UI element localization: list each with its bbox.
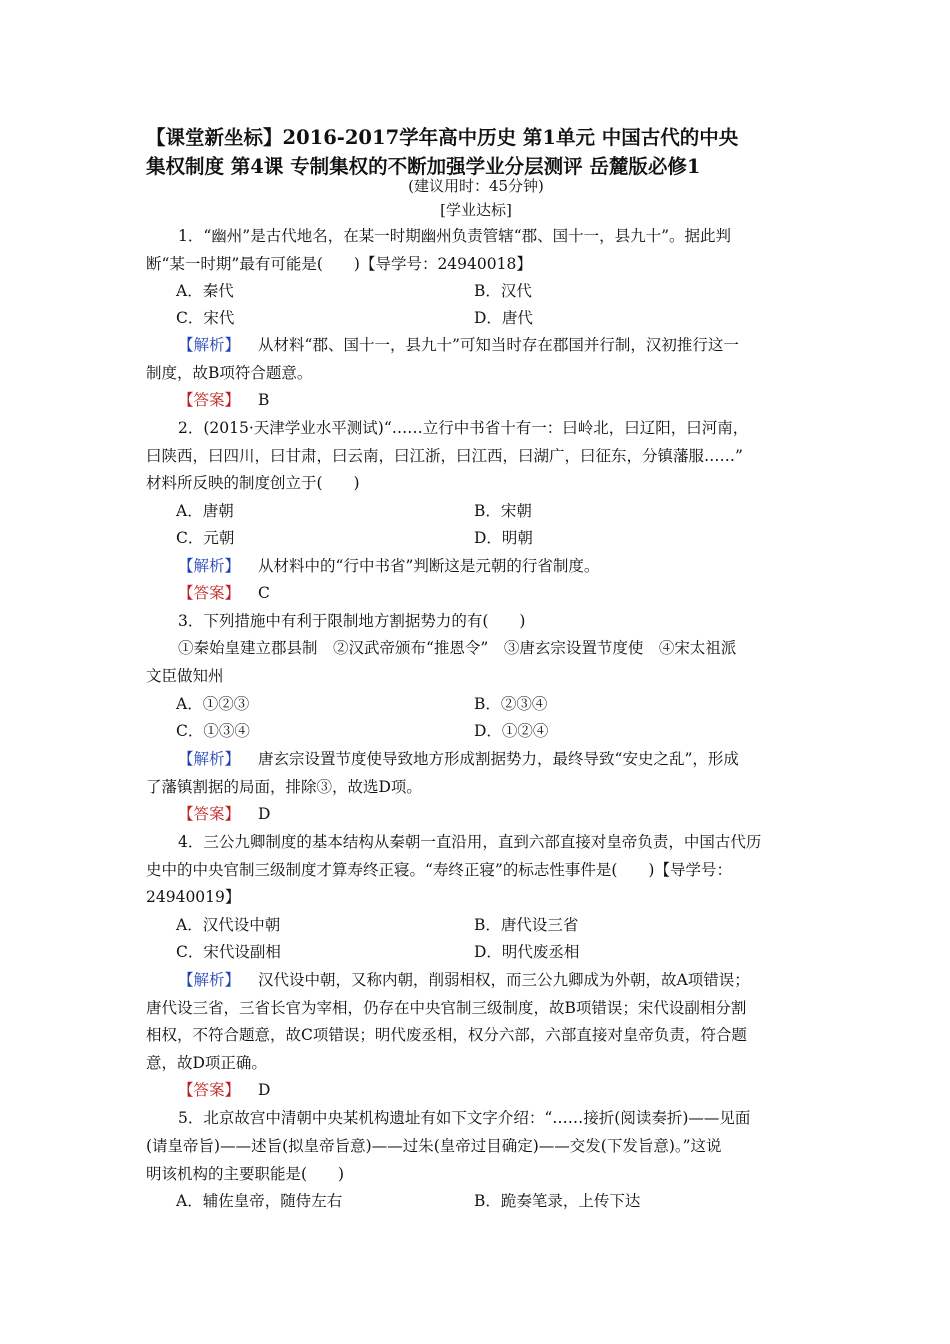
analysis-label: 【解析】 — [178, 336, 241, 354]
q4-analysis-line-1: 【解析】 汉代设中朝，又称内朝，削弱相权，而三公九卿成为外朝，故A项错误； — [178, 971, 750, 989]
q2-option-c: C．元朝 — [176, 529, 235, 547]
q3-analysis-line-2: 了藩镇割据的局面，排除③，故选D项。 — [146, 778, 422, 796]
q2-option-a: A．唐朝 — [176, 502, 234, 520]
q5-line-1: 5．北京故宫中清朝中央某机构遗址有如下文字介绍：“……接折(阅读奏折)——见面 — [178, 1109, 751, 1127]
analysis-label: 【解析】 — [178, 971, 241, 989]
q1-line-2: 断“某一时期”最有可能是( )【导学号：24940018】 — [146, 255, 532, 273]
q4-line-3: 24940019】 — [146, 888, 241, 906]
q1-line-1: 1．“幽州”是古代地名，在某一时期幽州负责管辖“郡、国十一，县九十”。据此判 — [178, 227, 732, 245]
q4-option-d: D．明代废丞相 — [474, 943, 580, 961]
answer-label: 【答案】 — [178, 391, 241, 409]
analysis-label: 【解析】 — [178, 557, 241, 575]
q4-analysis-line-3: 相权，不符合题意，故C项错误；明代废丞相，权分六部，六部直接对皇帝负责，符合题 — [146, 1026, 747, 1044]
q4-analysis-line-2: 唐代设三省，三省长官为宰相，仍存在中央官制三级制度，故B项错误；宋代设副相分割 — [146, 999, 747, 1017]
q3-option-a: A．①②③ — [176, 695, 250, 713]
q3-analysis-line-1: 【解析】 唐玄宗设置节度使导致地方形成割据势力，最终导致“安史之乱”，形成 — [178, 750, 739, 768]
q4-answer: 【答案】 D — [178, 1081, 271, 1099]
q3-line-2: ①秦始皇建立郡县制 ②汉武帝颁布“推恩令” ③唐玄宗设置节度使 ④宋太祖派 — [178, 639, 737, 657]
answer-label: 【答案】 — [178, 584, 241, 602]
q3-line-1: 3．下列措施中有利于限制地方割据势力的有( ) — [178, 612, 526, 630]
q5-line-3: 明该机构的主要职能是( ) — [146, 1165, 345, 1183]
q4-line-2: 史中的中央官制三级制度才算寿终正寝。“寿终正寝”的标志性事件是( )【导学号： — [146, 861, 732, 879]
document-title — [146, 123, 806, 181]
q3-line-3: 文臣做知州 — [146, 667, 224, 685]
q5-option-a: A．辅佐皇帝，随侍左右 — [176, 1192, 343, 1210]
title-line-2: 集权制度 第4课 专制集权的不断加强学业分层测评 岳麓版必修1 — [146, 155, 701, 178]
q3-option-d: D．①②④ — [474, 722, 549, 740]
q2-answer: 【答案】 C — [178, 584, 270, 602]
q4-analysis-line-4: 意，故D项正确。 — [146, 1054, 267, 1072]
q4-option-c: C．宋代设副相 — [176, 943, 281, 961]
q4-option-a: A．汉代设中朝 — [176, 916, 281, 934]
q2-option-b: B．宋朝 — [474, 502, 532, 520]
analysis-label: 【解析】 — [178, 750, 241, 768]
q1-option-b: B．汉代 — [474, 282, 532, 300]
q2-line-1: 2．(2015·天津学业水平测试)“……立行中书省十有一：曰岭北，曰辽阳，曰河南， — [178, 419, 749, 437]
q2-line-2: 曰陕西，曰四川，曰甘肃，曰云南，曰江浙，曰江西，曰湖广，曰征东，分镇藩服……” — [146, 447, 743, 465]
answer-label: 【答案】 — [178, 805, 241, 823]
q1-analysis-line-2: 制度，故B项符合题意。 — [146, 364, 313, 382]
time-hint: (建议用时：45分钟) — [408, 177, 544, 195]
q3-option-b: B．②③④ — [474, 695, 548, 713]
q2-line-3: 材料所反映的制度创立于( ) — [146, 474, 360, 492]
q2-option-d: D．明朝 — [474, 529, 533, 547]
q1-option-c: C．宋代 — [176, 309, 235, 327]
q3-answer: 【答案】 D — [178, 805, 271, 823]
q1-analysis-line-1: 【解析】 从材料“郡、国十一，县九十”可知当时存在郡国并行制，汉初推行这一 — [178, 336, 739, 354]
section-heading: [学业达标] — [440, 201, 512, 219]
q1-option-a: A．秦代 — [176, 282, 234, 300]
q4-line-1: 4．三公九卿制度的基本结构从秦朝一直沿用，直到六部直接对皇帝负责，中国古代历 — [178, 833, 762, 851]
q4-option-b: B．唐代设三省 — [474, 916, 579, 934]
q5-line-2: (请皇帝旨)——述旨(拟皇帝旨意)——过朱(皇帝过目确定)——交发(下发旨意)。”这说 — [146, 1137, 722, 1155]
q1-option-d: D．唐代 — [474, 309, 533, 327]
q3-option-c: C．①③④ — [176, 722, 250, 740]
title-line-1: 【课堂新坐标】2016-2017学年高中历史 第1单元 中国古代的中央 — [146, 126, 739, 149]
q5-option-b: B．跪奏笔录，上传下达 — [474, 1192, 641, 1210]
answer-label: 【答案】 — [178, 1081, 241, 1099]
q2-analysis-line-1: 【解析】 从材料中的“行中书省”判断这是元朝的行省制度。 — [178, 557, 600, 575]
q1-answer: 【答案】 B — [178, 391, 270, 409]
